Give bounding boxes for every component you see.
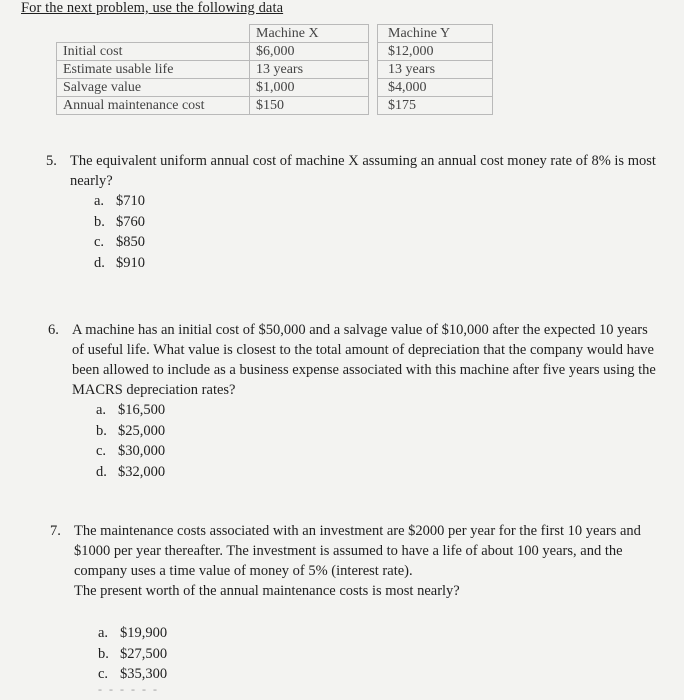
option-text: $710: [116, 193, 145, 209]
table-row: [57, 79, 493, 97]
option-letter: c.: [98, 666, 109, 682]
option-letter: c.: [94, 234, 105, 250]
option-letter: a.: [96, 402, 107, 418]
answer-option: [96, 421, 656, 442]
problem-number: 5.: [46, 153, 57, 169]
problem-7: [50, 521, 658, 695]
problem-question: The present worth of the annual maintenance costs is most nearly?: [74, 583, 460, 599]
option-letter: b.: [98, 645, 109, 662]
answer-option: [98, 623, 658, 644]
option-text: $32,000: [118, 463, 166, 480]
option-text: $910: [116, 254, 145, 271]
row-label: Salvage value: [57, 79, 250, 97]
problem-stem: A machine has an initial cost of $50,000 and a salvage value of $10,000 after the expected 10 years of useful life. What value is closest to the total amount of depreciation that the company would have been allowed to include as a business expense associated with this machine after five years using the MACRS depreciation rates?: [72, 322, 656, 398]
answer-option: [96, 462, 656, 483]
option-letter: d.: [94, 254, 105, 271]
problem-stem: The equivalent uniform annual cost of machine X assuming an annual cost money rate of 8% is most nearly?: [70, 153, 656, 189]
table-row: [57, 97, 493, 115]
problem-6: [48, 320, 656, 482]
answer-option-cut-off: [98, 681, 658, 696]
answer-options: [94, 191, 661, 273]
machine-y-value: $4,000: [378, 79, 493, 97]
option-text: $760: [116, 213, 145, 230]
option-text: $25,000: [118, 422, 166, 439]
problem-number: 7.: [50, 523, 61, 539]
answer-option: [98, 644, 658, 665]
machine-y-value: $12,000: [378, 43, 493, 61]
answer-option: [96, 400, 656, 421]
table-row: [57, 43, 493, 61]
option-letter: b.: [94, 213, 105, 230]
answer-option: [94, 212, 661, 233]
row-label: Initial cost: [57, 43, 250, 61]
row-label: Estimate usable life: [57, 61, 250, 79]
answer-option: [96, 441, 656, 462]
machine-x-value: $6,000: [250, 43, 369, 61]
column-gap: [369, 79, 378, 97]
row-label: Annual maintenance cost: [57, 97, 250, 115]
option-text: $850: [116, 234, 145, 250]
answer-options: [98, 623, 658, 695]
machine-x-value: $150: [250, 97, 369, 115]
machine-x-value: $1,000: [250, 79, 369, 97]
machine-y-value: $175: [378, 97, 493, 115]
intro-text: For the next problem, use the following data: [21, 0, 284, 16]
option-text: $27,500: [120, 645, 168, 662]
column-gap: [369, 61, 378, 79]
machine-x-value: 13 years: [250, 61, 369, 79]
option-letter: b.: [96, 422, 107, 439]
option-letter: a.: [98, 625, 109, 641]
header-blank-cell: [57, 25, 250, 43]
column-gap: [369, 97, 378, 115]
column-header-machine-y: Machine Y: [378, 25, 493, 43]
problem-5: [46, 151, 661, 273]
machine-comparison-table: [56, 24, 493, 115]
option-letter: a.: [94, 193, 105, 209]
option-letter: c.: [96, 443, 107, 459]
answer-option: [94, 253, 661, 274]
machine-y-value: 13 years: [378, 61, 493, 79]
problem-stem: The maintenance costs associated with an investment are $2000 per year for the first 10 years and $1000 per year thereafter. The investment is assumed to have a life of about 100 years, and the company uses a time value of money of 5% (interest rate).: [74, 523, 641, 579]
answer-option: [94, 232, 661, 253]
option-text: $30,000: [118, 443, 166, 459]
column-gap: [369, 25, 378, 43]
option-text: $19,900: [120, 625, 168, 641]
answer-option: [98, 664, 658, 685]
problem-number: 6.: [48, 322, 59, 338]
option-text: $35,300: [120, 666, 168, 682]
column-header-machine-x: Machine X: [250, 25, 369, 43]
answer-option: [94, 191, 661, 212]
column-gap: [369, 43, 378, 61]
cut-off-text: - - - - - -: [98, 681, 159, 696]
option-letter: d.: [96, 463, 107, 480]
table-header-row: [57, 25, 493, 43]
option-text: $16,500: [118, 402, 166, 418]
table-row: [57, 61, 493, 79]
answer-options: [96, 400, 656, 482]
